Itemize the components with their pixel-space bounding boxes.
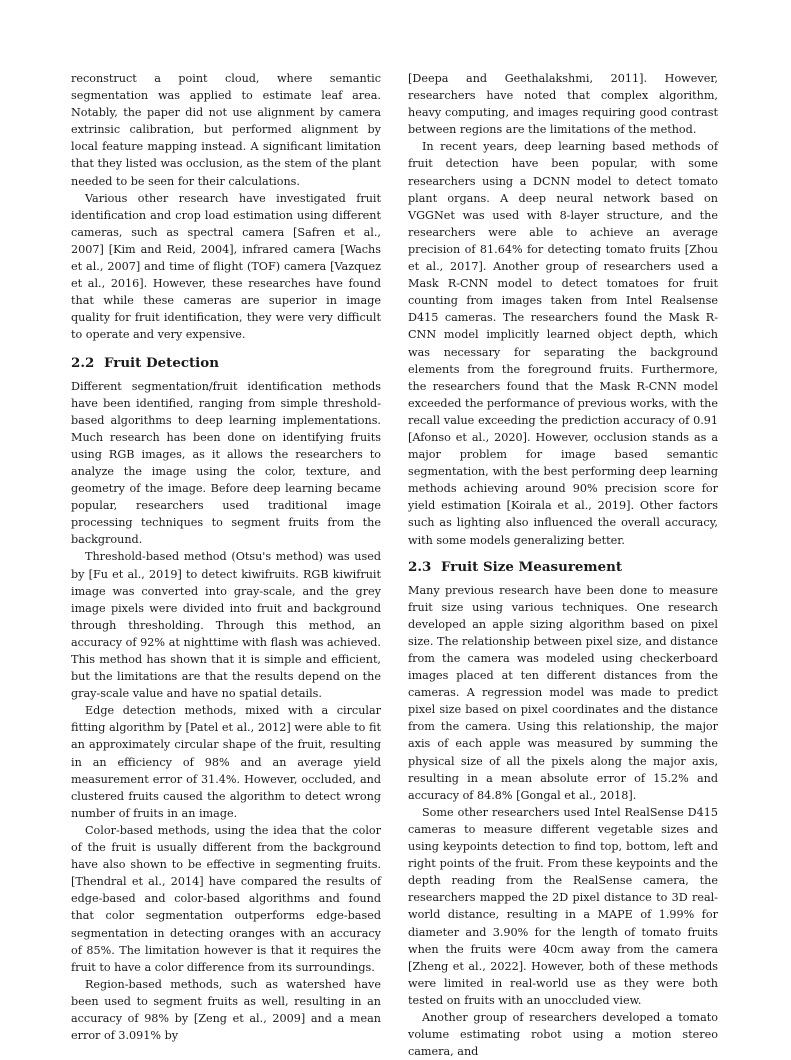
left-column [71,70,381,1044]
section-heading-fruit-detection [71,354,381,372]
paragraph-region-based: Region-based methods, such as watershed have been used to segment fruits as well, resulting in an accuracy of 98% by [Zeng et al., 2009] and a mean error of 3.091% by [71,977,381,1043]
paragraph-color-based: Color-based methods, using the idea that the color of the fruit is usually different from the background have also shown to be effective in segmenting fruits. [Thendral et al., 2014] have compared the results of edge-based and color-based algorithms and found that color segmentation outperforms edge-based segmentation in detecting oranges with an accuracy of 85%. The limitation however is that it requires the fruit to have a color difference from its surroundings. [71,823,381,974]
paragraph-watershed-cont: [Deepa and Geethalakshmi, 2011]. However, researchers have noted that complex algorithm, heavy computing, and images requiring good contrast between regions are the limitations of the method. [408,72,718,137]
paragraph-segmentation: Different segmentation/fruit identification methods have been identified, ranging from simple threshold-based algorithms to deep learning implementations. Much research has been done on identifying fruits using RGB images, as it allows the researchers to analyze the image using the color, texture, and geometry of the image. Before deep learning became popular, researchers used traditional image processing techniques to segment fruits from the background. [71,379,381,547]
paragraph-threshold: Threshold-based method (Otsu's method) was used by [Fu et al., 2019] to detect kiwifruits. RGB kiwifruit image was converted into gray-scale, and the grey image pixels were divided into fruit and background through thresholding. Through this method, an accuracy of 92% at nighttime with flash was achieved. This method has shown that it is simple and efficient, but the limitations are that the results depend on the gray-scale value and have no spatial details. [71,550,381,701]
right-column [408,70,718,1060]
paragraph-edge-detection: Edge detection methods, mixed with a circular fitting algorithm by [Patel et al., 2012] were able to fit an approximately circular shape of the fruit, resulting in an efficiency of 98% and an average yield measurement error of 31.4%. However, occluded, and clustered fruits caused the algorithm to detect wrong number of fruits in an image. [71,704,381,820]
paragraph-other-research: Various other research have investigated fruit identification and crop load estimation using different cameras, such as spectral camera [Safren et al., 2007] [Kim and Reid, 2004], infrared camera [Wachs et al., 2007] and time of flight (TOF) camera [Vazquez et al., 2016]. However, these researches have found that while these cameras are superior in image quality for fruit identification, they were very difficult to operate and very expensive. [71,191,381,342]
section-heading-fruit-size [408,558,718,576]
paragraph-fruit-size: Many previous research have been done to measure fruit size using various techniques. One research developed an apple sizing algorithm based on pixel size. The relationship between pixel size, and distance from the camera was modeled using checkerboard images placed at ten different distances from the cameras. A regression model was made to predict pixel size based on pixel coordinates and the distance from the camera. Using this relationship, the major axis of each apple was measured by summing the physical size of all the pixels along the major axis, resulting in a mean absolute error of 15.2% and accuracy of 84.8% [Gongal et al., 2018]. [408,583,718,802]
paragraph-realsense: Some other researchers used Intel RealSense D415 cameras to measure different vegetable sizes and using keypoints detection to find top, bottom, left and right points of the fruit. From these keypoints and the depth reading from the RealSense camera, the researchers mapped the 2D pixel distance to 3D real-world distance, resulting in a MAPE of 1.99% for diameter and 3.90% for the length of tomato fruits when the fruits were 40cm away from the camera [Zheng et al., 2022]. However, both of these methods were limited in real-world use as they were both tested on fruits with an unoccluded view. [408,805,718,1007]
section-title: Fruit Detection [104,354,219,371]
section-number: 2.2 [71,354,95,371]
section-number: 2.3 [408,558,432,575]
paragraph-deep-learning: In recent years, deep learning based methods of fruit detection have been popular, with some researchers using a DCNN model to detect tomato plant organs. A deep neural network based on VGGNet was used with 8-layer structure, and the researchers were able to achieve an average precision of 81.64% for detecting tomato fruits [Zhou et al., 2017]. Another group of researchers used a Mask R-CNN model to detect tomatoes for fruit counting from images taken from Intel Realsense D415 cameras. The researchers found the Mask R-CNN model implicitly learned object depth, which was necessary for separating the background elements from the foreground fruits. Furthermore, the researchers found that the Mask R-CNN model exceeded the performance of previous works, with the recall value exceeding the prediction accuracy of 0.91 [Afonso et al., 2020]. However, occlusion stands as a major problem for image based semantic segmentation, with the best performing deep learning methods achieving around 90% precision score for yield estimation [Koirala et al., 2019]. Other factors such as lighting also influenced the overall accuracy, with some models generalizing better. [408,140,718,547]
section-title: Fruit Size Measurement [441,558,623,575]
paragraph-point-cloud: reconstruct a point cloud, where semantic segmentation was applied to estimate leaf area. Notably, the paper did not use alignment by camera extrinsic calibration, but performed alignment by local feature mapping instead. A significant limitation that they listed was occlusion, as the stem of the plant needed to be seen for their calculations. [71,72,381,188]
paragraph-robot: Another group of researchers developed a tomato volume estimating robot using a motion stereo camera, and [408,1010,718,1059]
